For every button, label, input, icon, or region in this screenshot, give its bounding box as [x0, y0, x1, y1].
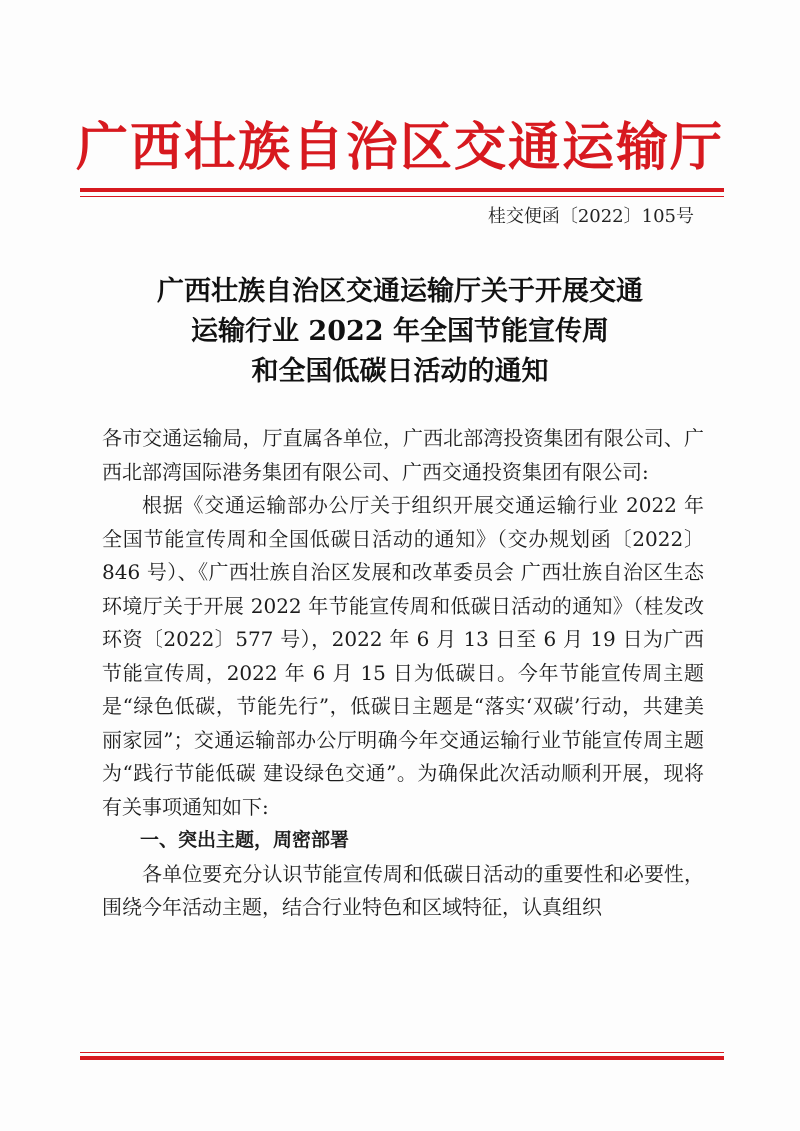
document-title [60, 272, 740, 392]
masthead-red-rule-thin [80, 196, 724, 197]
document-number: 桂交便函〔2022〕105号 [487, 206, 694, 227]
intro-paragraph: 根据《交通运输部办公厅关于组织开展交通运输行业 2022 年全国节能宣传周和全国低碳日活动的通知》（交办规划函〔2022〕846 号）、《广西壮族自治区发展和改革委员会 广西壮族自治区生态环境厅关于开展 2022 年节能宣传周和低碳日活动的通知》（桂发改环资〔2022〕577 号），2022 年 6 月 13 日至 6 月 19 日为广西节能宣传周，2022 年 6 月 15 日为低碳日。今年节能宣传周主题是“绿色低碳，节能先行”，低碳日主题是“落实‘双碳’行动，共建美丽家园”；交通运输部办公厅明确今年交通运输行业节能宣传周主题为“践行节能低碳 建设绿色交通”。为确保此次活动顺利开展，现将有关事项通知如下: [102, 493, 704, 819]
footer-red-rule-thick [80, 1056, 724, 1060]
agency-masthead: 广西壮族自治区交通运输厅 [75, 117, 724, 178]
section-heading: 一、突出主题，周密部署 [140, 829, 350, 851]
section-paragraph: 各单位要充分认识节能宣传周和低碳日活动的重要性和必要性，围绕今年活动主题，结合行业特色和区域特征，认真组织 [102, 861, 704, 919]
masthead-red-rule-thick [80, 188, 724, 192]
title-line-3: 和全国低碳日活动的通知 [251, 356, 549, 387]
title-line-1: 广西壮族自治区交通运输厅关于开展交通 [157, 276, 643, 307]
footer-red-rule-thin [80, 1052, 724, 1053]
addressees-paragraph: 各市交通运输局，厅直属各单位，广西北部湾投资集团有限公司、广西北部湾国际港务集团有限公司、广西交通投资集团有限公司: [102, 426, 704, 484]
document-body [102, 422, 704, 925]
title-line-2: 运输行业 2022 年全国节能宣传周 [191, 316, 609, 347]
